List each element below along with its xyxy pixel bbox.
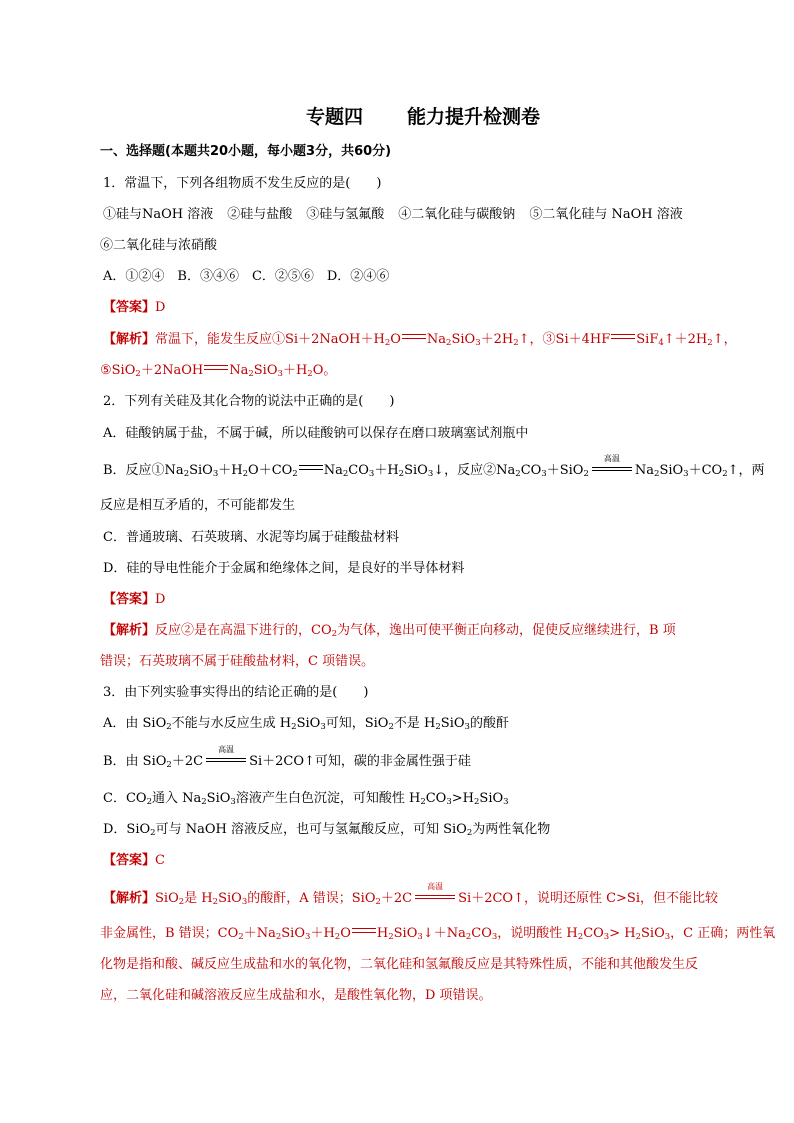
q3-explanation-line2: 非金属性，B 错误；$CO_2+Na_2SiO_3+H_2O$ $H_2SiO_3↓+Na_2CO_3$，说明酸性 $H_2CO_3> H_2SiO_3$，C 正确；两性氧 — [100, 926, 776, 942]
explanation-tag: 【解析】 — [103, 891, 156, 906]
q1-stem: 1．常温下，下列各组物质不发生反应的是( ) — [103, 176, 382, 191]
answer-value: D — [155, 592, 166, 607]
q3-option-b: B．由 SiO$_2$＋2C 高温 Si＋2CO↑可知，碳的非金属性强于硅 — [103, 745, 471, 770]
q1-options: A．①②④ B．③④⑥ C．②⑤⑥ D．②④⑥ — [103, 269, 390, 284]
q3-option-d: D．SiO$_2$可与 NaOH 溶液反应，也可与氢氟酸反应，可知 SiO$_2$为两性氧化物 — [103, 822, 551, 838]
answer-tag: 【答案】 — [103, 853, 156, 868]
title-part2: 能力提升检测卷 — [407, 106, 541, 128]
q1-item-4: ④二氧化硅与碳酸钠 — [398, 207, 516, 222]
section-heading: 一、选择题(本题共20小题，每小题3分，共60分) — [100, 144, 392, 159]
q1-item-2: ②硅与盐酸 — [227, 207, 293, 222]
q1-item-1: ①硅与NaOH 溶液 — [103, 207, 214, 222]
q1-answer — [103, 298, 165, 318]
q2-stem: 2．下列有关硅及其化合物的说法中正确的是( ) — [103, 394, 395, 409]
q2-answer — [103, 590, 165, 610]
q3-stem: 3．由下列实验事实得出的结论正确的是( ) — [103, 685, 369, 700]
explanation-tag: 【解析】 — [103, 623, 156, 638]
explanation-tag: 【解析】 — [103, 332, 156, 347]
q3-option-a: A．由 SiO$_2$不能与水反应生成 $H_2SiO_3$可知，SiO$_2$不是 $H_2SiO_3$的酸酐 — [103, 716, 509, 732]
q2-option-d: D．硅的导电性能介于金属和绝缘体之间，是良好的半导体材料 — [103, 561, 465, 576]
q3-explanation-line3: 化物是指和酸、碱反应生成盐和水的氧化物，二氧化硅和氢氟酸反应是其特殊性质，不能和其他酸发生反 — [100, 957, 699, 972]
q3-answer — [103, 851, 165, 871]
answer-tag: 【答案】 — [103, 300, 156, 315]
high-temp-condition: 高温 — [415, 892, 455, 902]
high-temp-condition: 高温 — [592, 464, 632, 474]
q1-explanation-line2: ⑤SiO$_2$＋2NaOH $Na_2SiO_3+H_2O$。 — [100, 363, 337, 379]
q2-option-b-line1: B．反应$①Na_2SiO_3+H_2O+CO_2$ $Na_2CO_3+H_2SiO_3↓$，反应$②Na_2CO_3+SiO_2$ 高温 $Na_2SiO_3+CO_2↑$，两 — [103, 454, 765, 479]
q2-explanation-line1: 【解析】反应②是在高温下进行的，$CO_2$为气体，逸出可使平衡正向移动，促使反应继续进行，B 项 — [103, 623, 676, 639]
answer-value: C — [155, 853, 165, 868]
q1-items-line1 — [103, 205, 683, 225]
q1-items-line2: ⑥二氧化硅与浓硝酸 — [100, 238, 218, 253]
q2-option-b-line2: 反应是相互矛盾的，不可能都发生 — [100, 498, 296, 513]
q3-option-c: C．$CO_2$通入 $Na_2SiO_3$溶液产生白色沉淀，可知酸性 $H_2CO_3>H_2SiO_3$ — [103, 791, 509, 807]
q1-item-3: ③硅与氢氟酸 — [306, 207, 385, 222]
answer-value: D — [155, 300, 166, 315]
q2-option-c: C．普通玻璃、石英玻璃、水泥等均属于硅酸盐材料 — [103, 530, 399, 545]
q3-explanation-line4: 应，二氧化硅和碱溶液反应生成盐和水，是酸性氧化物，D 项错误。 — [100, 988, 492, 1003]
title-part1: 专题四 — [306, 106, 364, 128]
q1-item-5: ⑤二氧化硅与 NaOH 溶液 — [529, 207, 683, 222]
q2-explanation-line2: 错误；石英玻璃不属于硅酸盐材料，C 项错误。 — [100, 654, 375, 669]
q2-option-a: A．硅酸钠属于盐，不属于碱，所以硅酸钠可以保存在磨口玻璃塞试剂瓶中 — [103, 426, 529, 441]
q1-explanation-line1: 【解析】常温下，能发生反应$①Si+2NaOH+H_2O$ $Na_2SiO_3+2H_2↑$，③Si＋4HF $SiF_4↑+2H_2↑$， — [103, 332, 737, 348]
high-temp-condition: 高温 — [206, 755, 246, 765]
q3-explanation-line1: 【解析】SiO$_2$是 $H_2SiO_3$的酸酐，A 错误；SiO$_2$＋2C 高温 Si＋2CO↑，说明还原性 C>Si，但不能比较 — [103, 882, 718, 907]
answer-tag: 【答案】 — [103, 592, 156, 607]
